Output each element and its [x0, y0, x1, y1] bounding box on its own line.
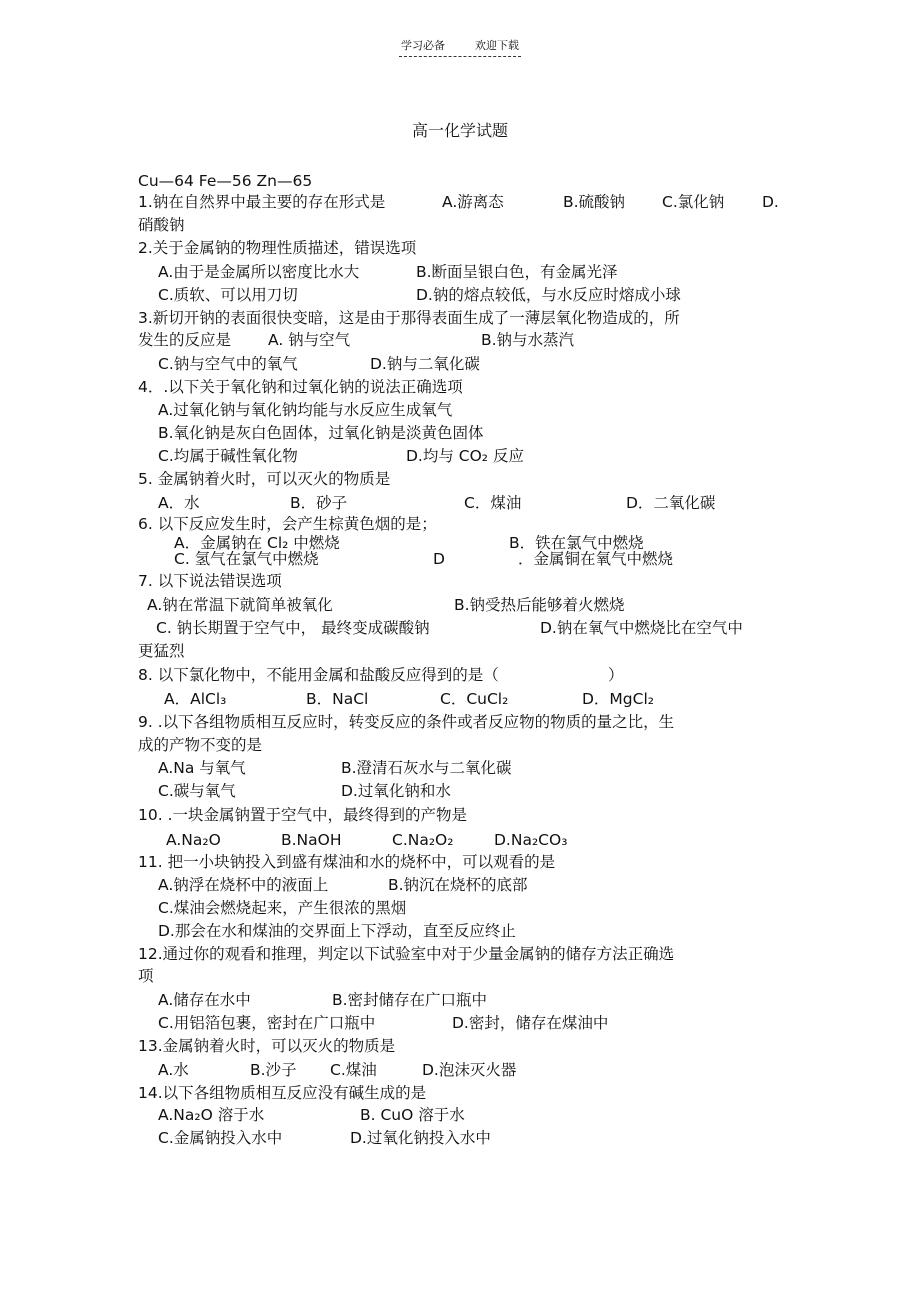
- option-d: D: [433, 550, 445, 568]
- question-10: 10. .一块金属钠置于空气中，最终得到的产物是: [138, 806, 468, 824]
- question-14: 14.以下各组物质相互反应没有碱生成的是: [138, 1084, 427, 1102]
- question-9-cont: 成的产物不变的是: [138, 736, 263, 754]
- question-5: 5. 金属钠着火时，可以灭火的物质是: [138, 470, 391, 488]
- option-a: A.由于是金属所以密度比水大: [158, 263, 360, 281]
- option-a: A．金属钠在 Cl₂ 中燃烧: [174, 534, 340, 552]
- option-a: A.水: [158, 1061, 189, 1079]
- option-a: A. 钠与空气: [268, 331, 351, 349]
- option-b: B.钠沉在烧杯的底部: [388, 876, 528, 894]
- question-4: 4．.以下关于氧化钠和过氧化钠的说法正确选项: [138, 378, 463, 396]
- option-c: C．煤油: [464, 494, 522, 512]
- option-b: B.钠与水蒸汽: [481, 331, 575, 349]
- option-d: D.Na₂CO₃: [494, 831, 568, 849]
- question-stem: 1.钠在自然界中最主要的存在形式是: [138, 193, 386, 211]
- header-banner: [399, 37, 521, 57]
- option-b: B.氧化钠是灰白色固体，过氧化钠是淡黄色固体: [158, 424, 484, 442]
- option-c: C. 氢气在氯气中燃烧: [174, 550, 319, 568]
- option-c: C．CuCl₂: [440, 690, 509, 708]
- option-c: C.煤油: [330, 1061, 377, 1079]
- option-a: A.Na₂O 溶于水: [158, 1106, 265, 1124]
- header-right-text: 欢迎下载: [475, 39, 519, 52]
- option-a: A.过氧化钠与氧化钠均能与水反应生成氧气: [158, 401, 453, 419]
- option-b: B.沙子: [250, 1061, 297, 1079]
- header-left-text: 学习必备: [401, 39, 445, 52]
- option-d: D.过氧化钠投入水中: [350, 1129, 491, 1147]
- atomic-masses: Cu—64 Fe—56 Zn—65: [138, 172, 313, 190]
- option-b: B.密封储存在广口瓶中: [332, 991, 488, 1009]
- question-13: 13.金属钠着火时，可以灭火的物质是: [138, 1037, 396, 1055]
- option-d: D.均与 CO₂ 反应: [406, 447, 524, 465]
- option-d: D．MgCl₂: [582, 690, 654, 708]
- option-b: B．砂子: [290, 494, 348, 512]
- option-b: B.钠受热后能够着火燃烧: [454, 596, 625, 614]
- option-c: C.氯化钠: [662, 193, 725, 211]
- option-c: C.碳与氧气: [158, 782, 236, 800]
- option-c: C.Na₂O₂: [392, 831, 454, 849]
- option-d: D.那会在水和煤油的交界面上下浮动，直至反应终止: [158, 922, 516, 940]
- question-stem: 8. 以下氯化物中，不能用金属和盐酸反应得到的是（: [138, 666, 499, 684]
- option-c: C.用铝箔包裹，密封在广口瓶中: [158, 1014, 376, 1032]
- question-stem-cont: 发生的反应是: [138, 331, 232, 349]
- option-b: B.澄清石灰水与二氧化碳: [341, 759, 512, 777]
- question-11: 11. 把一小块钠投入到盛有煤油和水的烧杯中，可以观看的是: [138, 853, 556, 871]
- option-a: A.钠浮在烧杯中的液面上: [158, 876, 329, 894]
- option-b: B．NaCl: [306, 690, 369, 708]
- question-12: 12.通过你的观看和推理，判定以下试验室中对于少量金属钠的储存方法正确选: [138, 945, 675, 963]
- option-c: C.均属于碱性氧化物: [158, 447, 298, 465]
- option-d: D.钠的熔点较低，与水反应时熔成小球: [416, 286, 681, 304]
- option-d-text: ．金属铜在氧气中燃烧: [518, 550, 674, 568]
- option-a: A.储存在水中: [158, 991, 251, 1009]
- option-a: A.游离态: [442, 193, 504, 211]
- option-d: D.密封，储存在煤油中: [452, 1014, 609, 1032]
- question-1-cont: 硝酸钠: [138, 216, 185, 234]
- option-d: D.钠在氧气中燃烧比在空气中: [540, 619, 743, 637]
- option-c: C.煤油会燃烧起来，产生很浓的黑烟: [158, 899, 407, 917]
- option-b: B.断面呈银白色，有金属光泽: [416, 263, 618, 281]
- option-a: A．水: [158, 494, 200, 512]
- question-9: 9. .以下各组物质相互反应时，转变反应的条件或者反应物的物质的量之比，生: [138, 713, 675, 731]
- option-a: A.Na 与氧气: [158, 759, 246, 777]
- option-b: B. CuO 溶于水: [360, 1106, 465, 1124]
- option-d: D.过氧化钠和水: [341, 782, 451, 800]
- question-12-cont: 项: [138, 967, 154, 985]
- option-a: A．AlCl₃: [164, 690, 227, 708]
- page-title: 高一化学试题: [411, 121, 508, 140]
- option-d: D．二氧化碳: [626, 494, 716, 512]
- question-2: 2.关于金属钠的物理性质描述，错误选项: [138, 239, 417, 257]
- question-stem-end: ）: [608, 666, 624, 684]
- question-7-cont: 更猛烈: [138, 642, 185, 660]
- option-c: C. 钠长期置于空气中， 最终变成碳酸钠: [156, 619, 430, 637]
- option-d: D.: [762, 193, 779, 211]
- option-b: B.NaOH: [281, 831, 342, 849]
- option-b: B．铁在氯气中燃烧: [509, 534, 644, 552]
- page-header: [0, 37, 920, 57]
- option-c: C.金属钠投入水中: [158, 1129, 283, 1147]
- option-b: B.硫酸钠: [563, 193, 626, 211]
- option-c: C.质软、可以用刀切: [158, 286, 298, 304]
- option-d: D.泡沫灭火器: [422, 1061, 517, 1079]
- question-7: 7. 以下说法错误选项: [138, 572, 282, 590]
- option-a: A.Na₂O: [166, 831, 221, 849]
- option-d: D.钠与二氧化碳: [370, 355, 480, 373]
- option-c: C.钠与空气中的氧气: [158, 355, 298, 373]
- question-6: 6. 以下反应发生时，会产生棕黄色烟的是；: [138, 515, 437, 533]
- option-a: A.钠在常温下就简单被氧化: [147, 596, 333, 614]
- question-3: 3.新切开钠的表面很快变暗，这是由于那得表面生成了一薄层氧化物造成的，所: [138, 309, 680, 327]
